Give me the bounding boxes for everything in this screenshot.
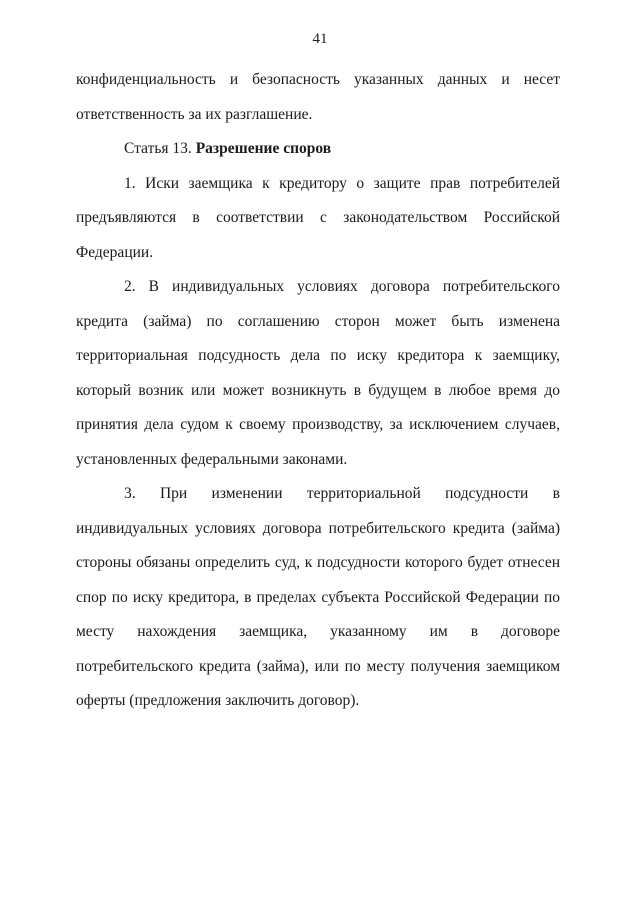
paragraph-3: 3. При изменении территориальной подсудности в индивидуальных условиях договора потребительского кредита (займа) стороны обязаны определить суд, к подсудности которого будет отнесен спор по иску кредитора, в пределах субъекта Российской Федерации по месту нахождения заемщика, указанному им в договоре потребительского кредита (займа), или по месту получения заемщиком оферты (предложения заключить договор).	[76, 485, 560, 709]
page-number: 41	[312, 31, 328, 47]
document-body	[76, 63, 560, 719]
continuation-paragraph: конфиденциальность и безопасность указанных данных и несет ответственность за их разглашение.	[76, 71, 560, 123]
article-title: Разрешение споров	[195, 140, 332, 157]
paragraph-1: 1. Иски заемщика к кредитору о защите прав потребителей предъявляются в соответствии с законодательством Российской Федерации.	[76, 174, 560, 261]
article-label: Статья 13.	[124, 140, 192, 157]
article-heading	[76, 132, 560, 167]
paragraph-2: 2. В индивидуальных условиях договора потребительского кредита (займа) по соглашению сторон может быть изменена территориальная подсудность дела по иску кредитора к заемщику, который возник или может возникнуть в будущем в любое время до принятия дела судом к своему производству, за исключением случаев, установленных федеральными законами.	[76, 278, 560, 468]
